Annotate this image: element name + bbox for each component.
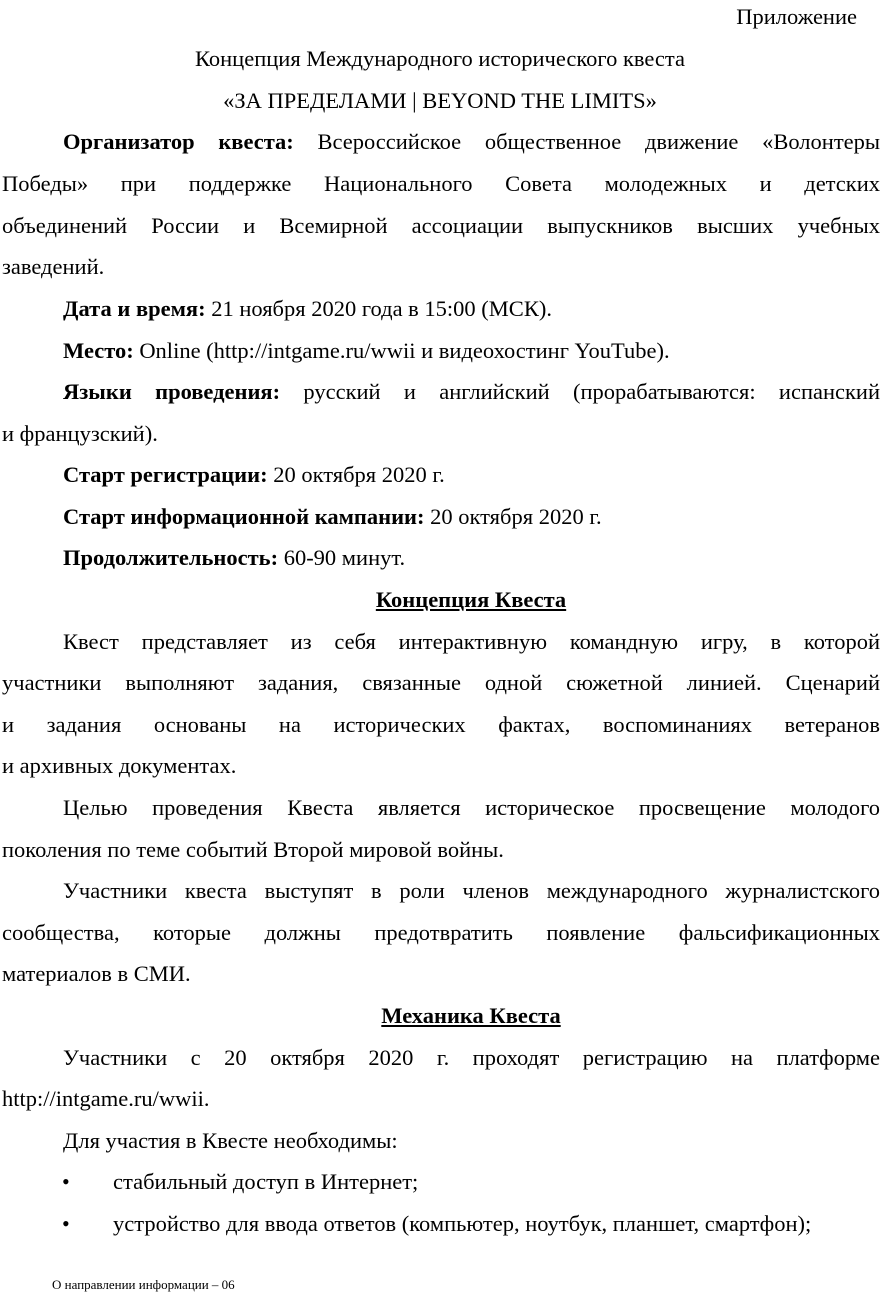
duration-label: Продолжительность: (63, 545, 279, 570)
organizer-line-4: заведений. (2, 254, 105, 279)
mechanics-p1-line-1: Участники с 20 октября 2020 г. проходят регистрацию на платформе (63, 1045, 880, 1070)
organizer-line-2: Победы» при поддержке Национального Совета молодежных и детских (2, 171, 880, 196)
organizer-line-1 (63, 129, 880, 155)
duration-line (63, 545, 880, 571)
concept-heading (62, 587, 880, 613)
languages-text-1: русский и английский (прорабатываются: испанский (303, 379, 881, 404)
place-line (63, 338, 880, 364)
concept-p1-line-3: и задания основаны на исторических фактах, воспоминаниях ветеранов (2, 712, 880, 737)
mechanics-heading (62, 1003, 880, 1029)
concept-p2-line-1: Целью проведения Квеста является историческое просвещение молодого (63, 795, 880, 820)
place-label: Место: (63, 338, 134, 363)
registration-line (63, 462, 880, 488)
concept-p2-line-2: поколения по теме событий Второй мировой войны. (2, 837, 504, 862)
concept-p1-line-2: участники выполняют задания, связанные одной сюжетной линией. Сценарий (2, 670, 880, 695)
datetime-line (63, 296, 880, 322)
languages-label: Языки проведения: (63, 379, 281, 404)
concept-heading-text: Концепция Квеста (375, 587, 567, 612)
concept-p3-line-2: сообщества, которые должны предотвратить появление фальсификационных (2, 920, 880, 945)
languages-line-1 (63, 379, 880, 405)
campaign-line (63, 504, 880, 530)
datetime-value: 21 ноября 2020 года в 15:00 (МСК). (211, 296, 552, 321)
mechanics-p1-line-2: http://intgame.ru/wwii. (2, 1086, 210, 1111)
duration-value: 60-90 минут. (283, 545, 406, 570)
document-title-line-1: Концепция Международного исторического квеста (195, 46, 685, 71)
bullet-icon: • (62, 1211, 70, 1236)
concept-p1-line-1: Квест представляет из себя интерактивную командную игру, в которой (63, 629, 880, 654)
concept-p3-line-1: Участники квеста выступят в роли членов международного журналистского (63, 878, 880, 903)
document-title-line-2: «ЗА ПРЕДЕЛАМИ | BEYOND THE LIMITS» (223, 88, 657, 113)
concept-p1-line-4: и архивных документах. (2, 753, 237, 778)
mechanics-bullet-2: устройство для ввода ответов (компьютер, ноутбук, планшет, смартфон); (113, 1211, 812, 1236)
organizer-label: Организатор квеста: (63, 129, 294, 154)
datetime-label: Дата и время: (63, 296, 206, 321)
organizer-text-1: Всероссийское общественное движение «Волонтеры (317, 129, 881, 154)
languages-line-2: и французский). (2, 421, 158, 446)
mechanics-bullet-1: стабильный доступ в Интернет; (113, 1169, 419, 1194)
organizer-line-3: объединений России и Всемирной ассоциации выпускников высших учебных (2, 213, 880, 238)
mechanics-p2: Для участия в Квесте необходимы: (63, 1128, 398, 1153)
page-footer: О направлении информации – 06 (52, 1277, 235, 1292)
place-value: Online (http://intgame.ru/wwii и видеохостинг YouTube). (139, 338, 670, 363)
registration-value: 20 октября 2020 г. (273, 462, 445, 487)
campaign-value: 20 октября 2020 г. (430, 504, 602, 529)
appendix-label: Приложение (736, 4, 857, 29)
bullet-icon: • (62, 1169, 70, 1194)
concept-p3-line-3: материалов в СМИ. (2, 961, 191, 986)
campaign-label: Старт информационной кампании: (63, 504, 425, 529)
mechanics-heading-text: Механика Квеста (381, 1003, 561, 1028)
registration-label: Старт регистрации: (63, 462, 268, 487)
